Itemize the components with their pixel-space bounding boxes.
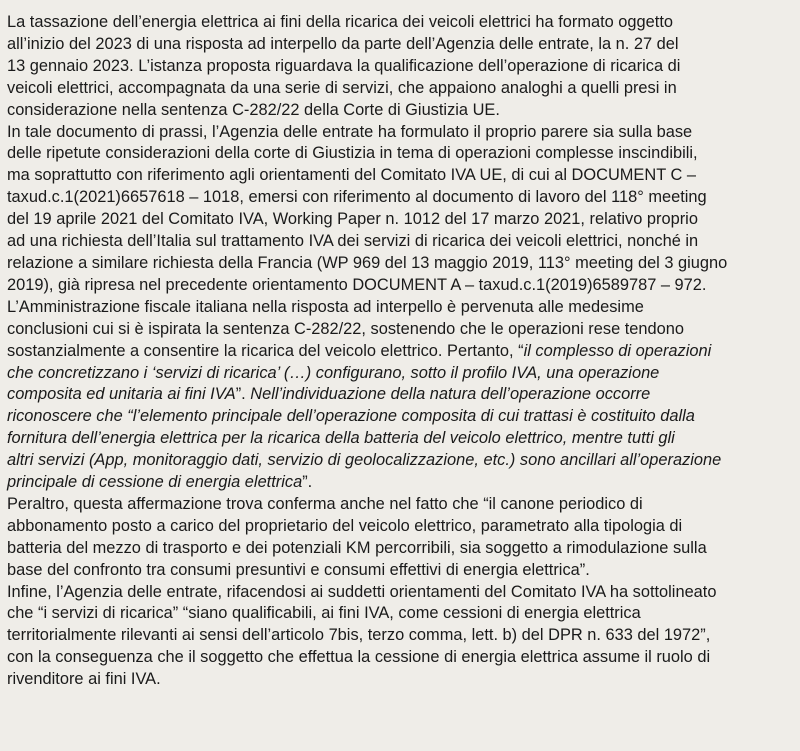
italic-quote-segment: il complesso di operazioni [523,341,712,360]
text-line [7,78,793,100]
text-segment: territorialmente rilevanti ai sensi dell’articolo 7bis, terzo comma, lett. b) del DPR n. 633 del 1972”, [7,626,711,645]
text-segment: In tale documento di prassi, l’Agenzia delle entrate ha formulato il proprio parere sia sulla base [7,122,693,141]
text-line [7,231,793,253]
text-line [7,582,793,604]
text-line [7,603,793,625]
text-line [7,625,793,647]
text-segment: considerazione nella sentenza C-282/22 della Corte di Giustizia UE. [7,100,500,119]
text-line [7,647,793,669]
text-line [7,472,793,494]
text-segment: rivenditore ai fini IVA. [7,670,161,689]
text-line [7,100,793,122]
text-line [7,341,793,363]
text-line [7,297,793,319]
text-segment: che “i servizi di ricarica” “siano qualificabili, ai fini IVA, come cessioni di energia elettrica [7,604,641,623]
text-line [7,560,793,582]
text-line [7,538,793,560]
text-segment: abbonamento posto a carico del proprietario del veicolo elettrico, parametrato alla tipologia di [7,516,683,535]
text-segment: relazione a similare richiesta della Francia (WP 969 del 13 maggio 2019, 113° meeting del 3 giugno [7,253,728,272]
italic-quote-segment: fornitura dell’energia elettrica per la ricarica della batteria del veicolo elettrico, mentre tutti gli [7,429,675,448]
text-segment: con la conseguenza che il soggetto che effettua la cessione di energia elettrica assume il ruolo di [7,648,711,667]
paragraph [7,582,793,692]
text-line [7,187,793,209]
text-line [7,669,793,691]
text-segment: ad una richiesta dell’Italia sul trattamento IVA dei servizi di ricarica dei veicoli elettrici, nonché in [7,232,699,251]
text-line [7,209,793,231]
text-line [7,34,793,56]
paragraph [7,122,793,297]
text-segment: del 19 aprile 2021 del Comitato IVA, Working Paper n. 1012 del 17 marzo 2021, relativo proprio [7,210,698,229]
italic-quote-segment: che concretizzano i ‘servizi di ricarica’ (…) configurano, sotto il profilo IVA, una operazione [7,363,660,382]
text-line [7,363,793,385]
text-segment: delle ripetute considerazioni della corte di Giustizia in tema di operazioni complesse inscindibili, [7,144,698,163]
paragraph [7,297,793,494]
text-segment: 2019), già ripresa nel precedente orientamento DOCUMENT A – taxud.c.1(2019)6589787 – 972. [7,275,707,294]
italic-quote-segment: Nell’individuazione della natura dell’operazione occorre [250,385,651,404]
text-line [7,12,793,34]
italic-quote-segment: riconoscere che “l’elemento principale dell’operazione composita di cui trattasi è costituito dalla [7,407,695,426]
text-segment: Peraltro, questa affermazione trova conferma anche nel fatto che “il canone periodico di [7,494,643,513]
document-body [7,12,793,691]
text-line [7,253,793,275]
text-line [7,122,793,144]
text-line [7,450,793,472]
text-segment: taxud.c.1(2021)6657618 – 1018, emersi con riferimento al documento di lavoro del 118° meeting [7,188,707,207]
text-line [7,56,793,78]
text-line [7,319,793,341]
paragraph [7,12,793,122]
text-segment: Infine, l’Agenzia delle entrate, rifacendosi ai suddetti orientamenti del Comitato IVA ha sottolineato [7,582,717,601]
text-line [7,428,793,450]
text-segment: sostanzialmente a consentire la ricarica del veicolo elettrico. Pertanto, “ [7,341,524,360]
text-line [7,516,793,538]
text-segment: 13 gennaio 2023. L’istanza proposta riguardava la qualificazione dell’operazione di ricarica di [7,56,681,75]
text-segment: ”. [235,385,251,404]
text-segment: veicoli elettrici, accompagnata da una serie di servizi, che appaiono analoghi a quelli presi in [7,78,677,97]
text-line [7,406,793,428]
text-segment: base del confronto tra consumi presuntivi e consumi effettivi di energia elettrica”. [7,560,590,579]
text-line [7,165,793,187]
text-line [7,494,793,516]
text-segment: ma soprattutto con riferimento agli orientamenti del Comitato IVA UE, di cui al DOCUMENT C – [7,166,696,185]
text-segment: batteria del mezzo di trasporto e dei potenziali KM percorribili, sia soggetto a rimodulazione sulla [7,538,707,557]
text-segment: L’Amministrazione fiscale italiana nella risposta ad interpello è pervenuta alle medesime [7,297,644,316]
text-line [7,143,793,165]
italic-quote-segment: principale di cessione di energia elettrica [7,473,303,492]
text-segment: ”. [302,473,313,492]
italic-quote-segment: composita ed unitaria ai fini IVA [7,385,236,404]
text-line [7,384,793,406]
text-segment: conclusioni cui si è ispirata la sentenza C-282/22, sostenendo che le operazioni rese tendono [7,319,684,338]
text-segment: La tassazione dell’energia elettrica ai fini della ricarica dei veicoli elettrici ha formato oggetto [7,13,673,31]
paragraph [7,494,793,582]
text-segment: all’inizio del 2023 di una risposta ad interpello da parte dell’Agenzia delle entrate, la n. 27 del [7,34,679,53]
text-line [7,275,793,297]
italic-quote-segment: altri servizi (App, monitoraggio dati, servizio di geolocalizzazione, etc.) sono ancillari all’operazione [7,451,722,470]
